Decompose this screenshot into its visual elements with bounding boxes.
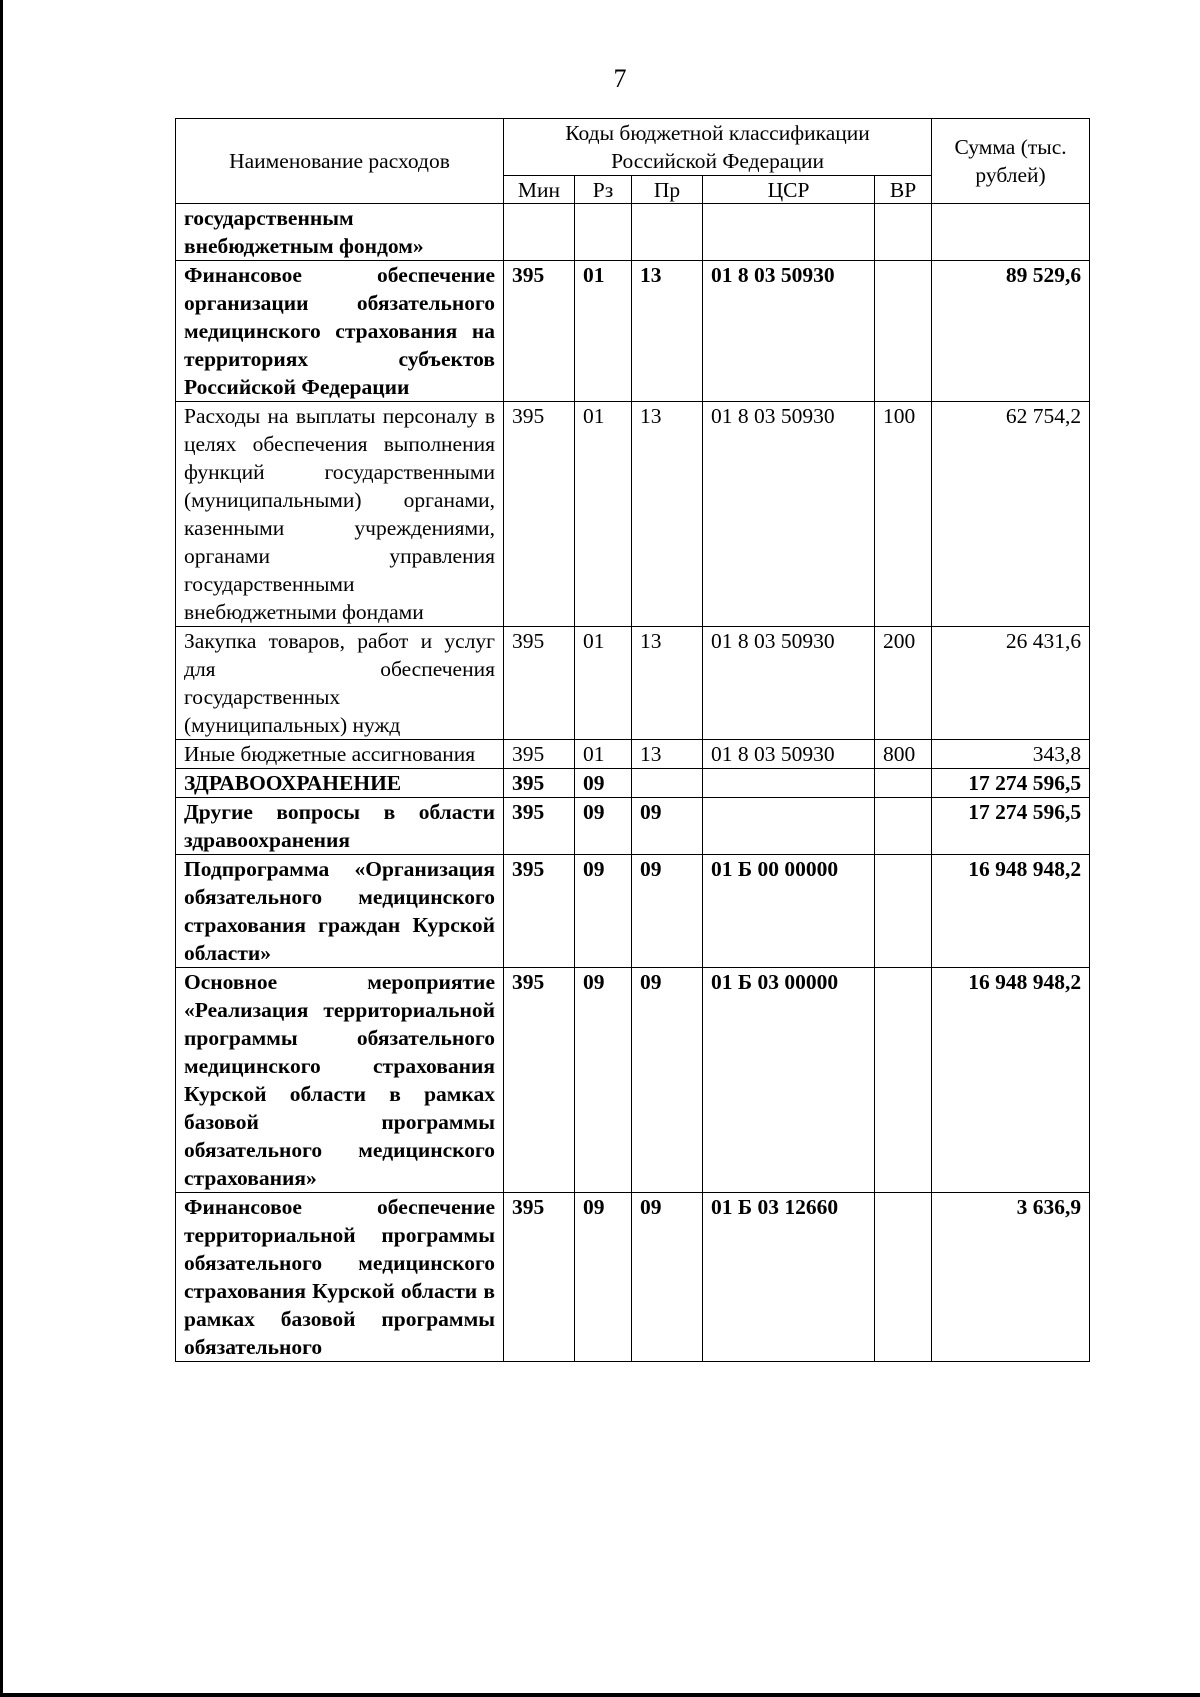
cell-rz (575, 204, 632, 261)
cell-csr: 01 8 03 50930 (703, 402, 875, 627)
cell-name: Основное мероприятие «Реализация территориальной программы обязательного медицинского страхования Курской области в рамках базовой программы обязательного медицинского страхования» (176, 968, 504, 1193)
table-row (176, 798, 1090, 855)
cell-min: 395 (504, 740, 575, 769)
cell-vr (875, 968, 932, 1193)
cell-vr: 100 (875, 402, 932, 627)
cell-sum: 16 948 948,2 (932, 968, 1090, 1193)
cell-sum (932, 204, 1090, 261)
cell-rz: 01 (575, 740, 632, 769)
table-row (176, 855, 1090, 968)
cell-min: 395 (504, 261, 575, 402)
header-name: Наименование расходов (176, 119, 504, 204)
table-row (176, 402, 1090, 627)
cell-vr (875, 798, 932, 855)
table-row (176, 204, 1090, 261)
cell-sum: 343,8 (932, 740, 1090, 769)
cell-min: 395 (504, 402, 575, 627)
table-row (176, 1193, 1090, 1362)
header-min: Мин (504, 176, 575, 204)
cell-pr: 13 (632, 627, 703, 740)
cell-pr (632, 769, 703, 798)
cell-csr (703, 769, 875, 798)
header-codes-group: Коды бюджетной классификации Российской Федерации (504, 119, 932, 176)
cell-min: 395 (504, 968, 575, 1193)
cell-sum: 89 529,6 (932, 261, 1090, 402)
cell-name: Подпрограмма «Организация обязательного медицинского страхования граждан Курской области» (176, 855, 504, 968)
cell-pr: 09 (632, 855, 703, 968)
table-row (176, 769, 1090, 798)
cell-vr (875, 204, 932, 261)
cell-rz: 09 (575, 769, 632, 798)
cell-rz: 01 (575, 402, 632, 627)
cell-rz: 09 (575, 798, 632, 855)
cell-rz: 01 (575, 627, 632, 740)
cell-sum: 26 431,6 (932, 627, 1090, 740)
cell-min: 395 (504, 627, 575, 740)
cell-sum: 16 948 948,2 (932, 855, 1090, 968)
cell-csr (703, 798, 875, 855)
header-vr: ВР (875, 176, 932, 204)
cell-name: государственным внебюджетным фондом» (176, 204, 504, 261)
cell-min: 395 (504, 798, 575, 855)
cell-sum: 3 636,9 (932, 1193, 1090, 1362)
cell-sum: 17 274 596,5 (932, 798, 1090, 855)
scan-edge-bottom (0, 1693, 1200, 1697)
cell-rz: 01 (575, 261, 632, 402)
table-body (176, 204, 1090, 1362)
scan-edge-left (0, 0, 3, 1697)
header-pr: Пр (632, 176, 703, 204)
budget-table (175, 118, 1090, 1362)
cell-csr: 01 Б 00 00000 (703, 855, 875, 968)
cell-vr (875, 855, 932, 968)
cell-rz: 09 (575, 968, 632, 1193)
cell-csr (703, 204, 875, 261)
cell-csr: 01 Б 03 00000 (703, 968, 875, 1193)
cell-rz: 09 (575, 1193, 632, 1362)
cell-name: Закупка товаров, работ и услуг для обеспечения государственных (муниципальных) нужд (176, 627, 504, 740)
cell-vr: 200 (875, 627, 932, 740)
cell-csr: 01 8 03 50930 (703, 261, 875, 402)
cell-pr: 13 (632, 740, 703, 769)
cell-min: 395 (504, 769, 575, 798)
table-header-row (176, 119, 1090, 176)
cell-sum: 17 274 596,5 (932, 769, 1090, 798)
page-number: 7 (613, 64, 627, 93)
cell-name: Финансовое обеспечение организации обязательного медицинского страхования на территориях субъектов Российской Федерации (176, 261, 504, 402)
cell-min: 395 (504, 855, 575, 968)
cell-pr: 13 (632, 261, 703, 402)
header-sum: Сумма (тыс. рублей) (932, 119, 1090, 204)
table-row (176, 968, 1090, 1193)
cell-name: Расходы на выплаты персоналу в целях обеспечения выполнения функций государственными (муниципальными) органами, казенными учреждениями, органами управления государственными внебюджетными фондами (176, 402, 504, 627)
table-row (176, 627, 1090, 740)
cell-pr: 13 (632, 402, 703, 627)
cell-rz: 09 (575, 855, 632, 968)
table-row (176, 261, 1090, 402)
cell-min: 395 (504, 1193, 575, 1362)
cell-name: Другие вопросы в области здравоохранения (176, 798, 504, 855)
cell-vr: 800 (875, 740, 932, 769)
header-csr: ЦСР (703, 176, 875, 204)
header-rz: Рз (575, 176, 632, 204)
cell-name: Финансовое обеспечение территориальной программы обязательного медицинского страхования Курской области в рамках базовой программы обязательного (176, 1193, 504, 1362)
cell-pr: 09 (632, 1193, 703, 1362)
cell-sum: 62 754,2 (932, 402, 1090, 627)
table-row (176, 740, 1090, 769)
cell-csr: 01 8 03 50930 (703, 740, 875, 769)
cell-vr (875, 261, 932, 402)
cell-vr (875, 1193, 932, 1362)
cell-vr (875, 769, 932, 798)
cell-pr: 09 (632, 968, 703, 1193)
cell-pr: 09 (632, 798, 703, 855)
cell-name: ЗДРАВООХРАНЕНИЕ (176, 769, 504, 798)
cell-csr: 01 8 03 50930 (703, 627, 875, 740)
cell-name: Иные бюджетные ассигнования (176, 740, 504, 769)
cell-pr (632, 204, 703, 261)
cell-csr: 01 Б 03 12660 (703, 1193, 875, 1362)
cell-min (504, 204, 575, 261)
